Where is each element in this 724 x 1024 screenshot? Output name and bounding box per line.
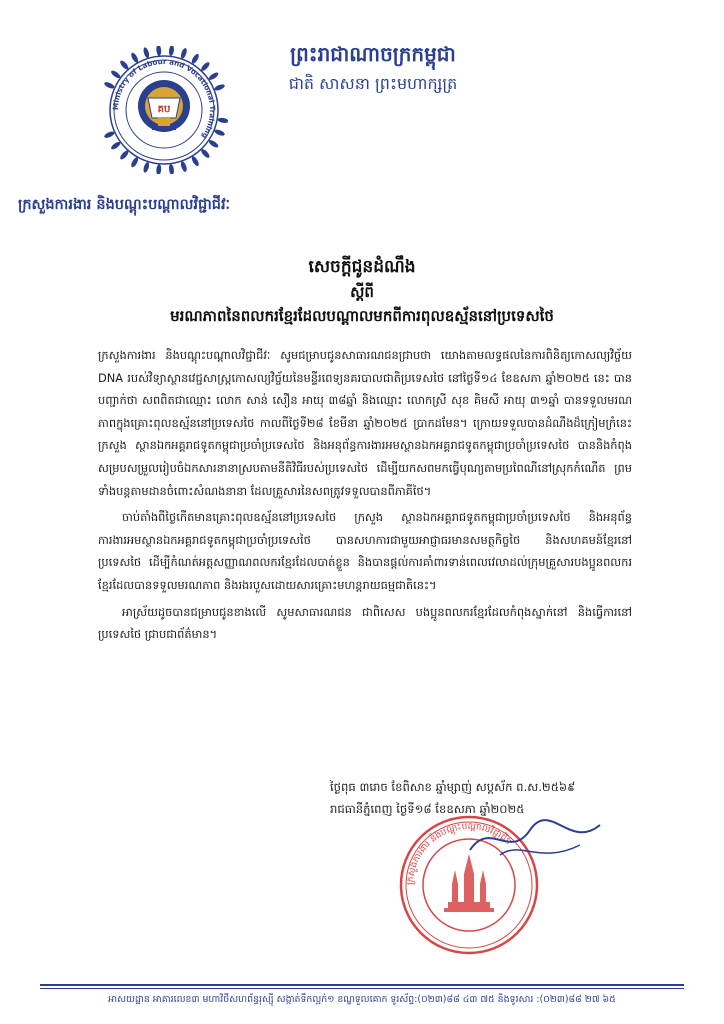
seal-ring-text: ក្រសួងការងារ និងបណ្តុះបណ្តាលវិជ្ជាជីវៈ: [405, 821, 514, 886]
announcement-title: សេចក្តីជូនដំណឹង: [308, 257, 416, 277]
logo-mark: គប: [157, 104, 171, 115]
logo-ring-text: Ministry of Labour and Vocational Training: [110, 56, 218, 141]
national-motto: ជាតិ សាសនា ព្រះមហាក្សត្រ: [288, 74, 458, 93]
ministry-logo: [100, 46, 228, 174]
solar-date: រាជធានីភ្នំពេញ ថ្ងៃទី១៨ ខែឧសភា ឆ្នាំ២០២៥: [330, 802, 525, 816]
logo-leaf: [156, 46, 162, 56]
ministry-name: ក្រសួងការងារ និងបណ្តុះបណ្តាលវិជ្ជាជីវៈ: [18, 197, 231, 213]
logo-leaf: [142, 47, 150, 59]
logo-leaf: [168, 164, 174, 174]
logo-leaf: [180, 161, 188, 173]
logo-leaf: [168, 46, 174, 56]
logo-leaf: [142, 161, 150, 173]
logo-leaf: [214, 83, 226, 92]
announcement-body: [98, 344, 632, 650]
footer-divider: [40, 984, 684, 986]
footer-address: អាសយដ្ឋាន អាគារលេខ៣ មហាវិថីសហព័ន្ធរុស្ស៊ី សង្កាត់ទឹកល្អក់១ ខណ្ឌទួលគោក ទូរស័ព្ទ:(០២៣)៨៨ ៤៣ ៧៥ និងទូរសារ :(០២៣)៨៨ ២៧ ៦៥: [108, 994, 616, 1005]
logo-leaf: [156, 164, 162, 174]
body-paragraph-1: ក្រសួងការងារ និងបណ្តុះបណ្តាលវិជ្ជាជីវៈ សូមជម្រាបជូនសាធារណជនជ្រាបថា យោងតាមលទ្ធផលនៃការពិនិត្យកោសល្យវិច្ច័យ DNA របស់វិទ្យាស្ថានវេជ្ជសាស្ត្រកោសល្យវិច្ច័យនៃមន្ទីរពេទ្យនគរបាលជាតិប្រទេសថៃ នៅថ្ងៃទី១៤ ខែឧសភា ឆ្នាំ២០២៥ នេះ បានបញ្ជាក់ថា សពពិតជាឈ្មោះ លោក សាន់ សឿន អាយុ ៣៨ឆ្នាំ និងឈ្មោះ លោកស្រី សុខ គិមសី អាយុ ៣១ឆ្នាំ បានទទួលមរណភាពក្នុងគ្រោះពុលឧស្ម័ននៅប្រទេសថៃ កាលពីថ្ងៃទី២៨ ខែមីនា ឆ្នាំ២០២៥ ប្រាកដមែន។ ក្រោយទទួលបានដំណឹងដ៏ក្រៀមក្រំនេះ ក្រសួង ស្ថានឯកអគ្គរាជទូតកម្ពុជាប្រចាំប្រទេសថៃ និងអនុព័ន្ធការងារអមស្ថានឯកអគ្គរាជទូតកម្ពុជាប្រចាំប្រទេសថៃ បាននិងកំពុងសម្របសម្រួលរៀបចំឯកសារនានាស្របតាមនីតិវិធីរបស់ប្រទេសថៃ ដើម្បីយកសពមកធ្វើបុណ្យតាមប្រពៃណីនៅស្រុកកំណើត ព្រមទាំងបន្តតាមដានចំពោះសំណងនានា ដែលគ្រួសារនៃសពត្រូវទទួលបានពីភាគីថៃ។: [98, 348, 632, 498]
logo-leaf: [180, 47, 188, 59]
announcement-title-block: [0, 254, 724, 328]
announcement-subject: មរណភាពនៃពលករខ្មែរដែលបណ្តាលមកពីការពុលឧស្ម័ននៅប្រទេសថៃ: [170, 307, 554, 325]
body-paragraph-2: ចាប់តាំងពីថ្ងៃកើតមានគ្រោះពុលឧស្ម័ននៅប្រទេសថៃ ក្រសួង ស្ថានឯកអគ្គរាជទូតកម្ពុជាប្រចាំប្រទេសថៃ និងអនុព័ន្ធការងារអមស្ថានឯកអគ្គរាជទូតកម្ពុជាប្រចាំប្រទេសថៃ បានសហការជាមួយអាជ្ញាធរមានសមត្ថកិច្ចថៃ និងសហគមន៍ខ្មែរនៅប្រទេសថៃ ដើម្បីកំណត់អត្តសញ្ញាណពលករខ្មែរដែលបាត់ខ្លួន និងបានផ្តល់ការគាំពារទាន់ពេលវេលាដល់ក្រុមគ្រួសារបងប្អូនពលករខ្មែរដែលបានទទួលមរណភាព និងរងរបួសដោយសារគ្រោះមហន្តរាយធម្មជាតិនេះ។: [98, 510, 632, 592]
body-paragraph-3: អាស្រ័យដូចបានជម្រាបជូនខាងលើ សូមសាធារណជន ជាពិសេស បងប្អូនពលករខ្មែរដែលកំពុងស្នាក់នៅ និងធ្វើការនៅប្រទេសថៃ ជ្រាបជាព័ត៌មាន។: [98, 604, 632, 642]
kingdom-title: ព្រះរាជាណាចក្រកម្ពុជា: [290, 42, 456, 66]
logo-leaf: [214, 128, 226, 137]
logo-leaf: [103, 130, 115, 139]
logo-leaf: [217, 117, 228, 124]
footer-divider-thin: [40, 988, 684, 989]
logo-leaf: [103, 81, 115, 90]
lunar-date: ថ្ងៃពុធ ៣រោច ខែពិសាខ ឆ្នាំម្សាញ់ សប្តស័ក ព.ស.២៥៦៩: [330, 780, 576, 794]
announcement-subject-prefix: ស្តីពី: [350, 283, 374, 301]
signature: [460, 810, 610, 870]
